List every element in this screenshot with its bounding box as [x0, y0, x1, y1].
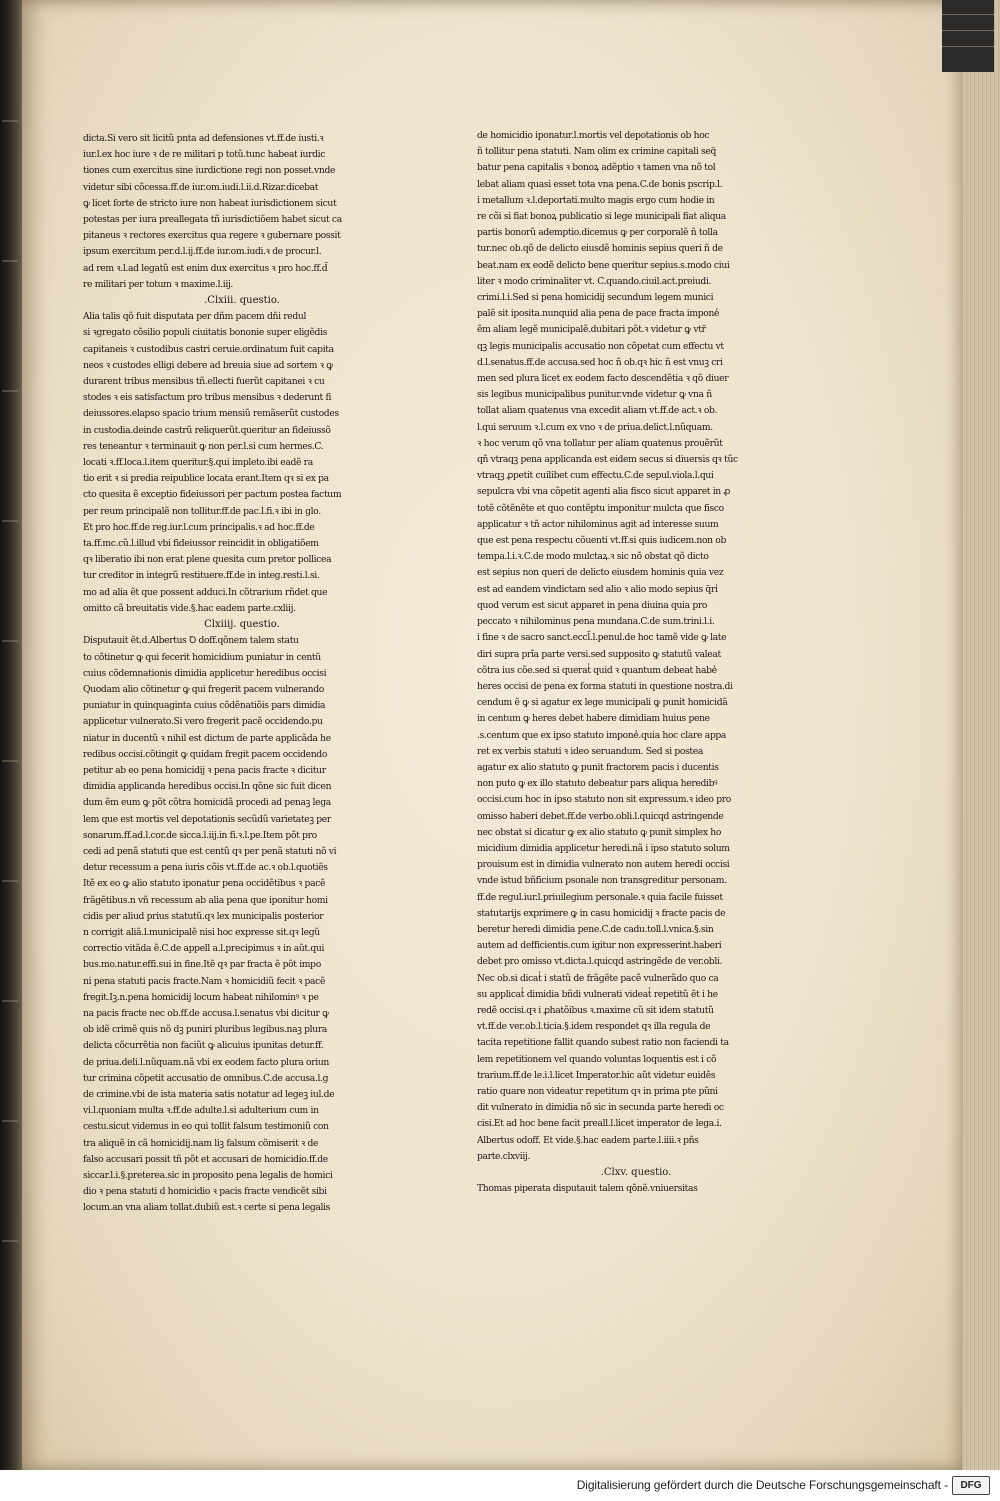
text-line: heres occisi de pena ex forma statuti in questione nostra.di — [477, 680, 733, 692]
text-line: dit vulnerato in dimidia nõ sic in secunda parte heredi oc — [477, 1102, 724, 1114]
text-line: qꝛ liberatio ibi non erat plene quesita cum pretor pollicea — [83, 554, 332, 566]
text-line: deiussores.elapso spacio trium mensiũ remãserũt custodes — [83, 408, 339, 420]
text-column-left — [83, 131, 401, 1217]
text-line: .s.centum que ex ipso statuto impone̾.quia hoc clare appa — [477, 729, 727, 741]
text-line: re militari per totum ꝛ maxime.l.iij. — [83, 278, 234, 290]
text-line: peccato ꝛ nihilominus pena mundana.C.de sum.trini.l.i. — [477, 616, 715, 628]
text-line: tollat aliam quatenus vna excedit aliam vt.ff.de act.ꝛ ob. — [477, 405, 718, 417]
dfg-logo: DFG — [952, 1476, 990, 1495]
text-line: vnde istud bñficium psonale non transgreditur personam. — [477, 875, 727, 887]
question-heading: .Clxv. questio. — [600, 1167, 672, 1178]
binding-edge — [0, 0, 22, 1501]
text-line: omisso haberi debet.ff.de verbo.obli.l.quicqd astringende — [477, 810, 724, 822]
text-line: ob idẽ crimẽ quis nõ dꝫ puniri pluribus legibus.naꝫ plura — [83, 1024, 327, 1036]
text-line: est ad eandem vindictam sed alio ꝛ alio modo sepius q̃ri̾ — [477, 583, 718, 595]
footer-bar — [0, 1470, 1000, 1501]
text-line: bus.mo.natur.effi.sui in fine.Itẽ qꝛ par fracta ẽ põt impo — [83, 959, 321, 971]
text-line: que est pena respectu cõuenti vt.ff.si quis iudicem.non ob — [477, 535, 727, 547]
text-line: redibus occisi.cõtingit ꝙ quidam fregit pacem occidendo — [83, 748, 328, 760]
text-line: ꝛ hoc verum qõ vna tollatur per aliam quatenus prouẽrũt — [477, 437, 723, 449]
text-line: men sed plura licet ex eodem facto descendẽtia ꝛ qõ diuer — [477, 373, 729, 385]
text-line: qñ vtraqꝫ pena applicanda est eidem secus si diuersis qꝛ tũc — [477, 454, 738, 466]
text-line: beretur heredi dimidia pene.C.de cadu.toll.l.vnica.§.sin — [477, 923, 714, 935]
text-line: trarium.ff.de le.i.l.licet Imperator.hic aũt videtur euidẽs — [477, 1069, 716, 1081]
text-line: capitaneis ꝛ custodibus castri ceruie.ordinatum fuit capita — [83, 343, 334, 355]
text-line: potestas per iura preallegata tñ iurisdictiõem habet sicut ca — [83, 214, 342, 226]
text-line: in centum ꝙ heres debet habere dimidiam huius pene — [477, 713, 710, 725]
text-line: autem ad defficientis.cum igitur non expresserint.haberi — [477, 940, 722, 952]
text-line: palẽ sit iposita.nunquid alia pena de pace fracta impone̾ — [477, 308, 720, 320]
text-line: re cõi si fiat bonoꝝ publicatio si lege municipali fiat aliqua — [477, 211, 726, 223]
text-line: na pacis fracte nec ob.ff.de accusa.l.senatus vbi dicitur ꝙ — [83, 1007, 329, 1019]
color-reference-strip — [942, 0, 994, 72]
text-line: d.l.senatus.ff.de accusa.sed hoc ñ ob.qꝛ hic ñ est vnuꝫ cri — [477, 356, 723, 368]
text-line: diri supra prĩa parte versi.sed supposito ꝙ statutũ valeat — [477, 648, 721, 660]
text-line: locati ꝛ.ff.loca.l.item queritur.§.qui impleto.ibi eadẽ ra — [83, 457, 313, 469]
text-line: applicetur vulnerato.Si vero fregerit pacẽ occidendo.pu — [83, 716, 323, 728]
text-line: ret ex verbis statuti ꝛ ideo seruandum. Sed si postea — [477, 745, 703, 757]
question-heading: Clxiiij. questio. — [204, 619, 280, 631]
text-line: tra aliquẽ in cã homicidij.nam liꝫ falsum cõmiserit ꝛ de — [83, 1137, 319, 1149]
text-line: occisi.cum hoc in ipso statuto non sit expressum.ꝛ ideo pro — [477, 794, 731, 806]
text-line: Disputauit ẽt.d.Albertus Ꝺ doff.qõnem talem statu — [83, 635, 299, 647]
text-line: Alia talis qõ fuit disputata per dñm pacem dñi redul — [83, 311, 307, 323]
text-line: non puto ꝙ ex illo statuto debeatur pars aliqua heredibꝰ — [477, 778, 718, 790]
text-line: tacita repetitione fallit quando subest ratio non faciendi ta — [477, 1037, 729, 1049]
text-line: Nec ob.si dicat̾ i statũ de frãgẽte pacẽ vulnerãdo quo ca — [477, 972, 719, 984]
text-line: liter ꝛ modo criminaliter vt. C.quando.ciuil.act.preiudi. — [477, 275, 712, 287]
text-line: applicatur ꝛ tñ actor nihilominus agit ad interesse suum — [477, 518, 719, 530]
text-line: Itẽ ex eo ꝙ alio statuto iponatur pena occidẽtibus ꝛ pacẽ — [83, 878, 326, 890]
text-line: de crimine.vbi de ista materia satis notatur ad legeꝫ iul.de — [83, 1088, 335, 1100]
text-line: vtraqꝫ ꝓpetit cuilibet cum effectu.C.de sepul.viola.l.qui — [477, 470, 714, 482]
text-line: in custodia.deinde castrũ reliquerũt.queritur an fideiussõ — [83, 424, 331, 436]
text-line: correctio vitãda ẽ.C.de appell a.l.precipimus ꝛ in aũt.qui — [83, 943, 325, 955]
text-line: qꝫ legis municipalis accusatio non cõpetat cum effectu vt — [477, 340, 724, 352]
text-line: fregit.Iꝫ.n.pena homicidij locum habeat nihilominꝰ ꝛ pe — [83, 991, 319, 1003]
text-line: iur.l.ex hoc iure ꝛ de re militari p totũ.tunc habeat iurdic — [83, 149, 326, 161]
text-line: stodes ꝛ eis satisfactum pro tribus mensibus ꝛ dederunt fi — [83, 392, 332, 404]
text-line: ñ tollitur pena statuti. Nam olim ex crimine capitali seq̃ — [477, 146, 717, 158]
text-line: cestu.sicut videmus in eo qui tollit falsum testimoniũ con — [83, 1121, 329, 1133]
text-line: partis bonorũ ademptio.dicemus ꝙ per corporalẽ ñ tolla — [477, 227, 718, 239]
text-line: cidis per aliud prius statutũ.qꝛ lex municipalis posterior — [83, 910, 324, 922]
text-line: tiones cum exercitus sine iurdictione regi non posset.vnde — [83, 165, 336, 177]
text-line: pitaneus ꝛ rectores exercitus qua regere ꝛ gubernare possit — [83, 230, 341, 242]
text-line: dicta.Si vero sit licitũ pnta ad defensiones vt.ff.de iusti.ꝛ — [83, 133, 324, 144]
text-line: si ꝛgregato cõsilio populi ciuitatis bononie super eligẽdis — [83, 327, 328, 339]
text-line: falso accusari possit tñ põt et accusari de homicidio.ff.de — [83, 1153, 328, 1165]
text-line: tur crimina cõpetit accusatio de omnibus.C.de accusa.l.g — [83, 1072, 329, 1084]
text-line: ni pena statuti pacis fracte.Nam ꝛ homicidiũ fecit ꝛ pacẽ — [83, 975, 326, 987]
text-line: detur recessum a pena iuris cõis vt.ff.de ac.ꝛ ob.l.quotiẽs — [83, 862, 328, 874]
text-line: est sepius non queri de delicto eiusdem hominis quia vez — [477, 567, 724, 579]
text-line: l.qui seruum ꝛ.l.cum ex vno ꝛ de priua.delict.l.nũquam. — [477, 421, 713, 433]
footer-credit: Digitalisierung gefördert durch die Deutsche Forschungsgemeinschaft - — [576, 1478, 948, 1492]
text-line: micidium dimidia applicetur heredi.nã i ipso statuto solum — [477, 842, 730, 854]
text-line: ta.ff.mc.cũ.l.illud vbi fideiussor reincidit in obligatiõem — [83, 538, 319, 550]
text-line: Albertus odoff. Et vide.§.hac eadem parte.l.iiii.ꝛ pñs — [477, 1134, 699, 1146]
text-line: tur creditor in integrũ restituere.ff.de in integ.resti.l.si. — [83, 570, 320, 582]
text-line: batur pena capitalis ꝛ bonoꝝ adẽptio ꝛ tamen vna nõ tol — [477, 162, 716, 174]
page-fore-edge — [962, 0, 1000, 1470]
text-line: cendum ẽ ꝙ si agatur ex lege municipali ꝙ punit homicidã — [477, 697, 728, 709]
text-line: cto quesita ẽ exceptio fideiussori per pactum postea factum — [83, 489, 342, 501]
text-line: Et pro hoc.ff.de reg.iur.l.cum principalis.ꝛ ad hoc.ff.de — [83, 521, 315, 533]
text-column-right — [477, 128, 795, 1197]
text-line: dio ꝛ pena statuti d homicidio ꝛ pacis fracte vendicẽt sibi — [83, 1186, 327, 1198]
text-line: locum.an vna aliam tollat.dubiũ est.ꝛ certe si pena legalis — [83, 1202, 331, 1214]
text-line: Thomas piperata disputauit talem qõnẽ.vniuersitas — [477, 1183, 698, 1195]
text-line: frãgẽtibus.n vñ recessum ab alia pena que iponitur homi — [83, 894, 328, 906]
text-line: lebat aliam quasi esset tota vna pena.C.de bonis pscrip.l. — [477, 178, 723, 190]
text-line: cedi ad penã statuti que est centũ qꝛ per penã statuti nõ vi — [83, 845, 337, 857]
text-line: delicta cõcurrẽtia non faciũt ꝙ alicuius ipunitas detur.ff. — [83, 1040, 324, 1052]
text-line: tempa.l.i.ꝛ.C.de modo mulctaꝝ.ꝛ sic nõ obstat qõ dicto — [477, 551, 709, 563]
text-line: puniatur in quinquaginta cuius cõdẽnatiõis pars dimidia — [83, 700, 326, 712]
text-line: vi.l.quoniam multa ꝛ.ff.de adulte.l.si adulterium cum in — [83, 1105, 319, 1117]
text-line: prouisum est in dimidia vulnerato non autem heredi occisi — [477, 859, 730, 871]
text-line: totẽ cõtẽnẽte et quo contẽptu imponitur mulcta que fisco — [477, 502, 724, 514]
text-line: durarent tribus mensibus tñ.ellecti fuerũt capitanei ꝛ cu — [83, 376, 325, 388]
text-line: cuius cõdemnationis dimidia applicetur heredibus occisi — [83, 667, 327, 679]
text-line: agatur ex alio statuto ꝙ punit fractorem pacis i ducentis — [477, 761, 719, 773]
text-line: ẽm aliam legẽ municipalẽ.dubitari põt.ꝛ videtur ꝙ vtr̃ — [477, 324, 706, 336]
text-line: mo ad alia ẽt que possent adduci.In cõtrarium rñdet que — [83, 586, 328, 598]
text-line: dimidia applicanda heredibus occisi.In qõne sic fuit dicen — [83, 781, 332, 793]
text-line: videtur sibi cõcessa.ff.de iur.om.iudi.l.ii.d.Rizar.dicebat — [83, 181, 319, 193]
text-line: de homicidio iponatur.l.mortis vel depotationis ob hoc — [477, 130, 710, 141]
text-line: siccar.l.i.§.preterea.sic in proposito pena legalis de homici — [83, 1170, 333, 1181]
text-line: nec obstat si dicatur ꝙ ex alio statuto ꝙ punit simplex ho — [477, 826, 722, 838]
text-line: Quodam alio cõtinetur ꝙ qui fregerit pacem vulnerando — [83, 683, 324, 695]
text-line: beat.nam ex eodẽ delicto bene queritur sepius.s.modo ciui — [477, 259, 730, 271]
text-line: ad rem ꝛ.l.ad legatũ est enim dux exercitus ꝛ pro hoc.ff.d̃ — [83, 262, 328, 274]
text-line: ꝙ licet forte de stricto iure non habeat iurisdictionem sicut — [83, 197, 337, 209]
text-line: de priua.deli.l.nũquam.nã vbi ex eodem facto plura oriun — [83, 1056, 329, 1068]
text-line: niatur in ducentũ ꝛ nihil est dictum de parte applicãda he — [83, 732, 331, 744]
text-line: vt.ff.de ver.ob.l.ticia.§.idem respondet qꝛ illa regula de — [477, 1021, 711, 1033]
text-line: crimi.l.i.Sed si pena homicidij secundum legem munici — [477, 292, 714, 304]
text-line: sepulcra vbi vna cõpetit agenti alia fisco sicut apparet in ꝓ — [477, 486, 731, 498]
text-line: cisi.Et ad hoc bene facit preall.l.licet imperator de lega.i. — [477, 1118, 722, 1130]
question-heading: .Clxiii. questio. — [204, 295, 280, 307]
text-line: redẽ occisi.qꝛ i ꝓhatõibus ꝛ.maxime cũ sit idem statutũ — [477, 1004, 714, 1016]
text-line: i metallum ꝛ.l.deportati.multo magis ergo cum hodie in — [477, 194, 715, 206]
text-line: i fine ꝛ de sacro sanct.eccl̃.l.penul.de hoc tamẽ vide ꝙ late — [477, 632, 727, 644]
text-line: petitur ab eo pena homicidij ꝛ pena pacis fracte ꝛ dicitur — [83, 764, 326, 776]
text-line: quod verum est sicut apparet in pena diuina quia pro — [477, 599, 708, 611]
text-line: sonarum.ff.ad.l.cor.de sicca.l.iij.in fi.ꝛ.l.pe.Item põt pro — [83, 829, 317, 841]
text-line: to cõtinetur ꝙ qui fecerit homicidium puniatur in centũ — [83, 651, 321, 663]
text-line: sis legibus municipalibus punitur.vnde videtur ꝙ vna ñ — [477, 389, 712, 401]
text-line: lem repetitionem vel quando voluntas loquentis est i cõ — [477, 1053, 717, 1065]
text-line: parte.clxviij. — [477, 1150, 531, 1162]
text-line: cõtra ius cõe.sed si querat̾ quid ꝛ quantum debeat habe̾ — [477, 664, 717, 676]
text-line: res teneantur ꝛ terminauit ꝙ non per.l.si cum hermes.C. — [83, 440, 324, 452]
text-line: ipsum exercitum per.d.l.ij.ff.de iur.om.iudi.ꝛ de procur.l. — [83, 246, 322, 258]
text-line: tio erit ꝛ si predia reipublice locata erant.Item qꝛ si ex pa — [83, 473, 329, 485]
text-line: debet pro omisso vt.dicta.l.quicqd astringẽde de ver.obli. — [477, 956, 723, 968]
text-line: statutarijs exprimere ꝙ in casu homicidij ꝛ fracte pacis de — [477, 907, 726, 919]
text-line: neos ꝛ custodes elligi debere ad breuia siue ad sortem ꝛ ꝙ — [83, 359, 333, 371]
text-line: ratio quare non videatur repetitum qꝛ in prima pte pũni — [477, 1085, 718, 1097]
text-line: su applicat̾ dimidia bñdi vulnerati videat̾ repetitũ ẽt i he — [477, 988, 718, 1000]
text-line: dum ẽm eum ꝙ põt cõtra homicidã procedi ad penaꝫ lega — [83, 797, 331, 809]
text-line: n corrigit aliã.l.municipalẽ nisi hoc expresse sit.qꝛ legũ — [83, 926, 320, 938]
text-line: tur.nec ob.qõ de delicto eiusdẽ hominis sepius queri ñ de — [477, 243, 723, 255]
text-line: ff.de regul.iur.l.priuilegium personale.ꝛ quia facile fuisset — [477, 891, 723, 903]
text-line: omitto cã breuitatis vide.§.hac eadem parte.cxliij. — [83, 602, 296, 614]
text-line: lem que est mortis vel depotationis secũdũ varietateꝫ per — [83, 813, 331, 825]
text-line: per reum principalẽ non tollitur.ff.de pac.l.fi.ꝛ ibi in glo. — [83, 505, 321, 517]
